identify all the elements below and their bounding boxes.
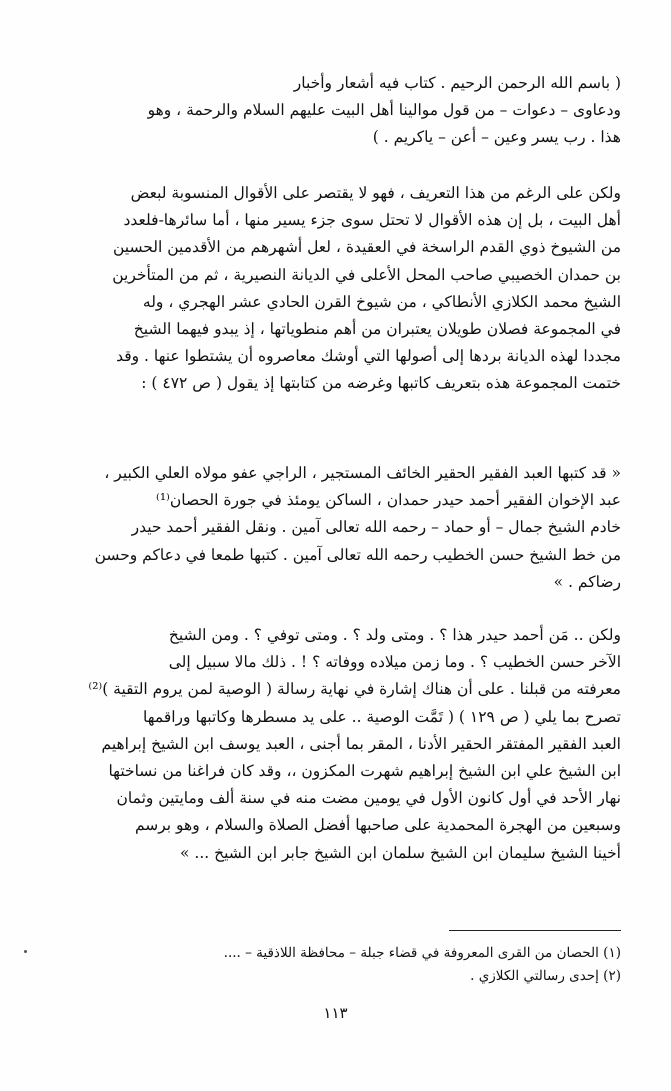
text-line: بن حمدان الخصيبي صاحب المحل الأعلى في الديانة النصيرية ، ثم من المتأخرين	[112, 265, 621, 284]
text-line: خادم الشيخ جمال – أو حماد – رحمه الله تعالى آمين . ونقل الفقير أحمد حيدر	[131, 518, 621, 537]
footnote-2: (٢) إحدى رسالتي الكلازي .	[470, 968, 621, 984]
text-line: الشيخ محمد الكلازي الأنطاكي ، من شيوخ القرن الحادي عشر الهجري ، وله	[142, 292, 621, 311]
text-line: هذا . رب يسر وعين – أعن – ياكريم . )	[372, 128, 621, 147]
text-line: ( باسم الله الرحمن الرحيم . كتاب فيه أشعار وأخبار	[293, 74, 621, 92]
text-line: من خط الشيخ حسن الخطيب رحمه الله تعالى آمين . كتبها طمعا في دعاكم وحسن	[94, 545, 621, 564]
text-line: رضاكم . »	[553, 572, 621, 591]
scan-speck	[24, 950, 27, 953]
text-line: ودعاوى – دعوات – من قول موالينا أهل البيت عليهم السلام والرحمة ، وهو	[147, 101, 621, 120]
footnote-1: (١) الحصان من القرى المعروفة في قضاء جبلة – محافظة اللاذقية – ....	[223, 945, 621, 961]
text-line: العبد الفقير المفتقر الحقير الأدنا ، المقر بما أجنى ، العبد يوسف ابن الشيخ إبراهيم	[101, 734, 621, 753]
text-line: وسبعين من الهجرة المحمدية على صاحبها أفضل الصلاة والسلام ، وهو برسم	[134, 816, 621, 835]
paragraph-colophon-quote	[44, 460, 621, 596]
footnote-divider	[449, 930, 621, 931]
text-line: ولكن .. مَن أحمد حيدر هذا ؟ . ومتى ولد ؟ . ومتى توفي ؟ . ومن الشيخ	[168, 626, 621, 644]
text-line: من الشيوخ ذوي القدم الراسخة في العقيدة ، لعل أشهرهم من الأقدمين الحسين	[112, 238, 621, 257]
paragraph-inquiry	[44, 622, 621, 867]
footnotes	[44, 942, 621, 988]
text-line: نهار الأحد في أول كانون الأول في يومين مضت منه في سنة ألف ومايتين وثمان	[116, 789, 621, 808]
text-line: تصرح بما يلي ( ص ١٢٩ ) ( تَمَّت الوصية .. على يد مسطرها وكاتبها وراقمها	[143, 707, 621, 726]
text-line: ختمت المجموعة هذه بتعريف كاتبها وغرضه من كتابتها إذ يقول ( ص ٤٧٢ ) :	[141, 374, 621, 393]
text-line: الآخر حسن الخطيب ؟ . وما زمن ميلاده ووفاته ؟ ! . ذلك مالا سبيل إلى	[168, 653, 621, 672]
text-line: ولكن على الرغم من هذا التعريف ، فهو لا يقتصر على الأقوال المنسوبة لبعض	[130, 184, 621, 202]
text-line: أخينا الشيخ سليمان ابن الشيخ سلمان ابن الشيخ جابر ابن الشيخ ... »	[180, 843, 621, 862]
text-line: في المجموعة فصلان طويلان يعتبران من أهم منطوياتها ، إذ يبدو فيهما الشيخ	[133, 320, 621, 339]
text-line: ابن الشيخ علي ابن الشيخ إبراهيم شهرت المكزون ،، وقد كان فراغنا من نساختها	[108, 762, 621, 781]
text-line: أهل البيت ، بل إن هذه الأقوال لا تحتل سوى جزء يسير منها ، أما سائرها-فلعدد	[123, 211, 621, 230]
text-line: عبد الإخوان الفقير أحمد حيدر حمدان ، الساكن يومئذ في جورة الحصان⁽¹⁾	[156, 491, 621, 510]
paragraph-quote-title	[44, 70, 621, 152]
page-number: ١١٣	[323, 1004, 348, 1022]
text-line: معرفته من قبلنا . على أن هناك إشارة في نهاية رسالة ( الوصية لمن يروم التقية )⁽²⁾	[88, 680, 621, 699]
text-line: مجددا لهذه الديانة بردها إلى أصولها التي أوشك معاصروه أن يشتطوا عنها . وقد	[116, 347, 621, 366]
text-line: « قد كتبها العبد الفقير الحقير الخائف المستجير ، الراجي عفو مولاه العلي الكبير ،	[104, 464, 621, 482]
paragraph-description	[44, 180, 621, 398]
